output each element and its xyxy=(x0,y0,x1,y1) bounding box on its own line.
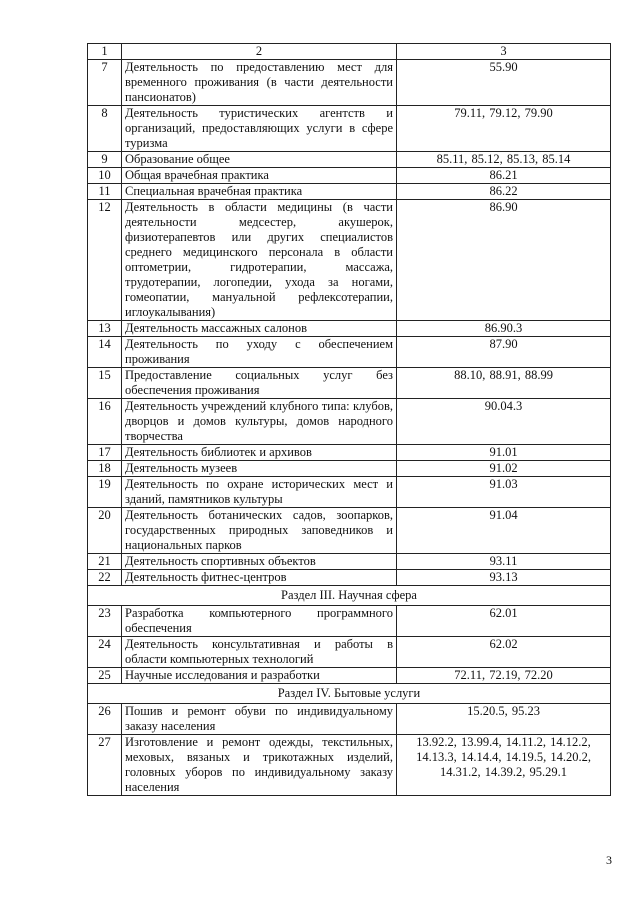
table-row xyxy=(88,399,611,445)
activity-name: Специальная врачебная практика xyxy=(122,184,397,200)
row-number: 20 xyxy=(88,508,122,554)
activity-name: Деятельность музеев xyxy=(122,461,397,477)
table-row xyxy=(88,554,611,570)
activity-name: Научные исследования и разработки xyxy=(122,668,397,684)
okved-code: 62.01 xyxy=(397,606,611,637)
okved-code: 91.01 xyxy=(397,445,611,461)
activity-name: Деятельность спортивных объектов xyxy=(122,554,397,570)
table-row xyxy=(88,168,611,184)
row-number: 11 xyxy=(88,184,122,200)
row-number: 18 xyxy=(88,461,122,477)
okved-code: 90.04.3 xyxy=(397,399,611,445)
okved-code: 93.11 xyxy=(397,554,611,570)
row-number: 10 xyxy=(88,168,122,184)
activity-name: Деятельность библиотек и архивов xyxy=(122,445,397,461)
section-title: Раздел IV. Бытовые услуги xyxy=(88,684,611,704)
section-heading-row xyxy=(88,586,611,606)
activity-name: Разработка компьютерного программного обеспечения xyxy=(122,606,397,637)
table-row xyxy=(88,200,611,321)
activity-name: Пошив и ремонт обуви по индивидуальному заказу населения xyxy=(122,704,397,735)
table-row xyxy=(88,508,611,554)
table-row xyxy=(88,368,611,399)
okved-code: 72.11, 72.19, 72.20 xyxy=(397,668,611,684)
table-header-row xyxy=(88,44,611,60)
row-number: 22 xyxy=(88,570,122,586)
okved-code: 88.10, 88.91, 88.99 xyxy=(397,368,611,399)
activity-name: Деятельность ботанических садов, зоопарков, государственных природных заповедников и национальных парков xyxy=(122,508,397,554)
table-row xyxy=(88,445,611,461)
table-row xyxy=(88,337,611,368)
table-row xyxy=(88,106,611,152)
table-row xyxy=(88,570,611,586)
okved-code: 86.90.3 xyxy=(397,321,611,337)
okved-code: 13.92.2, 13.99.4, 14.11.2, 14.12.2, 14.13.3, 14.14.4, 14.19.5, 14.20.2, 14.31.2, 14.39.2, 95.29.1 xyxy=(397,735,611,796)
row-number: 17 xyxy=(88,445,122,461)
table-row xyxy=(88,461,611,477)
table-row xyxy=(88,60,611,106)
row-number: 26 xyxy=(88,704,122,735)
header-col-2: 2 xyxy=(122,44,397,60)
activity-name: Деятельность по охране исторических мест и зданий, памятников культуры xyxy=(122,477,397,508)
section-heading-row xyxy=(88,684,611,704)
row-number: 25 xyxy=(88,668,122,684)
page-number: 3 xyxy=(606,853,612,867)
activity-name: Изготовление и ремонт одежды, текстильных, меховых, вязаных и трикотажных изделий, головных уборов по индивидуальному заказу населения xyxy=(122,735,397,796)
header-col-1: 1 xyxy=(88,44,122,60)
row-number: 16 xyxy=(88,399,122,445)
row-number: 27 xyxy=(88,735,122,796)
table-row xyxy=(88,735,611,796)
activity-name: Деятельность в области медицины (в части деятельности медсестер, акушерок, физиотерапевтов или других специалистов среднего медицинского персонала в области оптометрии, гидротерапии, массажа, трудотерапии, логопедии, ухода за ногами, гомеопатии, мануальной рефлексотерапии, иглоукалывания) xyxy=(122,200,397,321)
activity-name: Деятельность по уходу с обеспечением проживания xyxy=(122,337,397,368)
okved-code: 91.02 xyxy=(397,461,611,477)
table-row xyxy=(88,704,611,735)
okved-code: 93.13 xyxy=(397,570,611,586)
activity-name: Предоставление социальных услуг без обеспечения проживания xyxy=(122,368,397,399)
table-row xyxy=(88,184,611,200)
table-row xyxy=(88,321,611,337)
activity-name: Деятельность фитнес-центров xyxy=(122,570,397,586)
okved-code: 91.03 xyxy=(397,477,611,508)
activity-name: Деятельность учреждений клубного типа: клубов, дворцов и домов культуры, домов народного творчества xyxy=(122,399,397,445)
okved-code: 62.02 xyxy=(397,637,611,668)
okved-code: 91.04 xyxy=(397,508,611,554)
row-number: 14 xyxy=(88,337,122,368)
row-number: 12 xyxy=(88,200,122,321)
row-number: 23 xyxy=(88,606,122,637)
activity-name: Деятельность консультативная и работы в области компьютерных технологий xyxy=(122,637,397,668)
table-row xyxy=(88,668,611,684)
okved-code: 87.90 xyxy=(397,337,611,368)
activity-name: Деятельность туристических агентств и организаций, предоставляющих услуги в сфере туризма xyxy=(122,106,397,152)
okved-code: 79.11, 79.12, 79.90 xyxy=(397,106,611,152)
okved-code: 85.11, 85.12, 85.13, 85.14 xyxy=(397,152,611,168)
table-row xyxy=(88,152,611,168)
okved-code: 86.90 xyxy=(397,200,611,321)
activities-table xyxy=(87,43,611,796)
row-number: 8 xyxy=(88,106,122,152)
row-number: 9 xyxy=(88,152,122,168)
table-row xyxy=(88,477,611,508)
header-col-3: 3 xyxy=(397,44,611,60)
okved-code: 55.90 xyxy=(397,60,611,106)
row-number: 19 xyxy=(88,477,122,508)
okved-code: 86.21 xyxy=(397,168,611,184)
row-number: 7 xyxy=(88,60,122,106)
table-row xyxy=(88,637,611,668)
table-body xyxy=(88,44,611,796)
okved-code: 86.22 xyxy=(397,184,611,200)
row-number: 24 xyxy=(88,637,122,668)
okved-code: 15.20.5, 95.23 xyxy=(397,704,611,735)
row-number: 15 xyxy=(88,368,122,399)
activity-name: Образование общее xyxy=(122,152,397,168)
activity-name: Деятельность по предоставлению мест для временного проживания (в части деятельности пансионатов) xyxy=(122,60,397,106)
section-title: Раздел III. Научная сфера xyxy=(88,586,611,606)
row-number: 21 xyxy=(88,554,122,570)
row-number: 13 xyxy=(88,321,122,337)
table-row xyxy=(88,606,611,637)
activity-name: Общая врачебная практика xyxy=(122,168,397,184)
activity-name: Деятельность массажных салонов xyxy=(122,321,397,337)
